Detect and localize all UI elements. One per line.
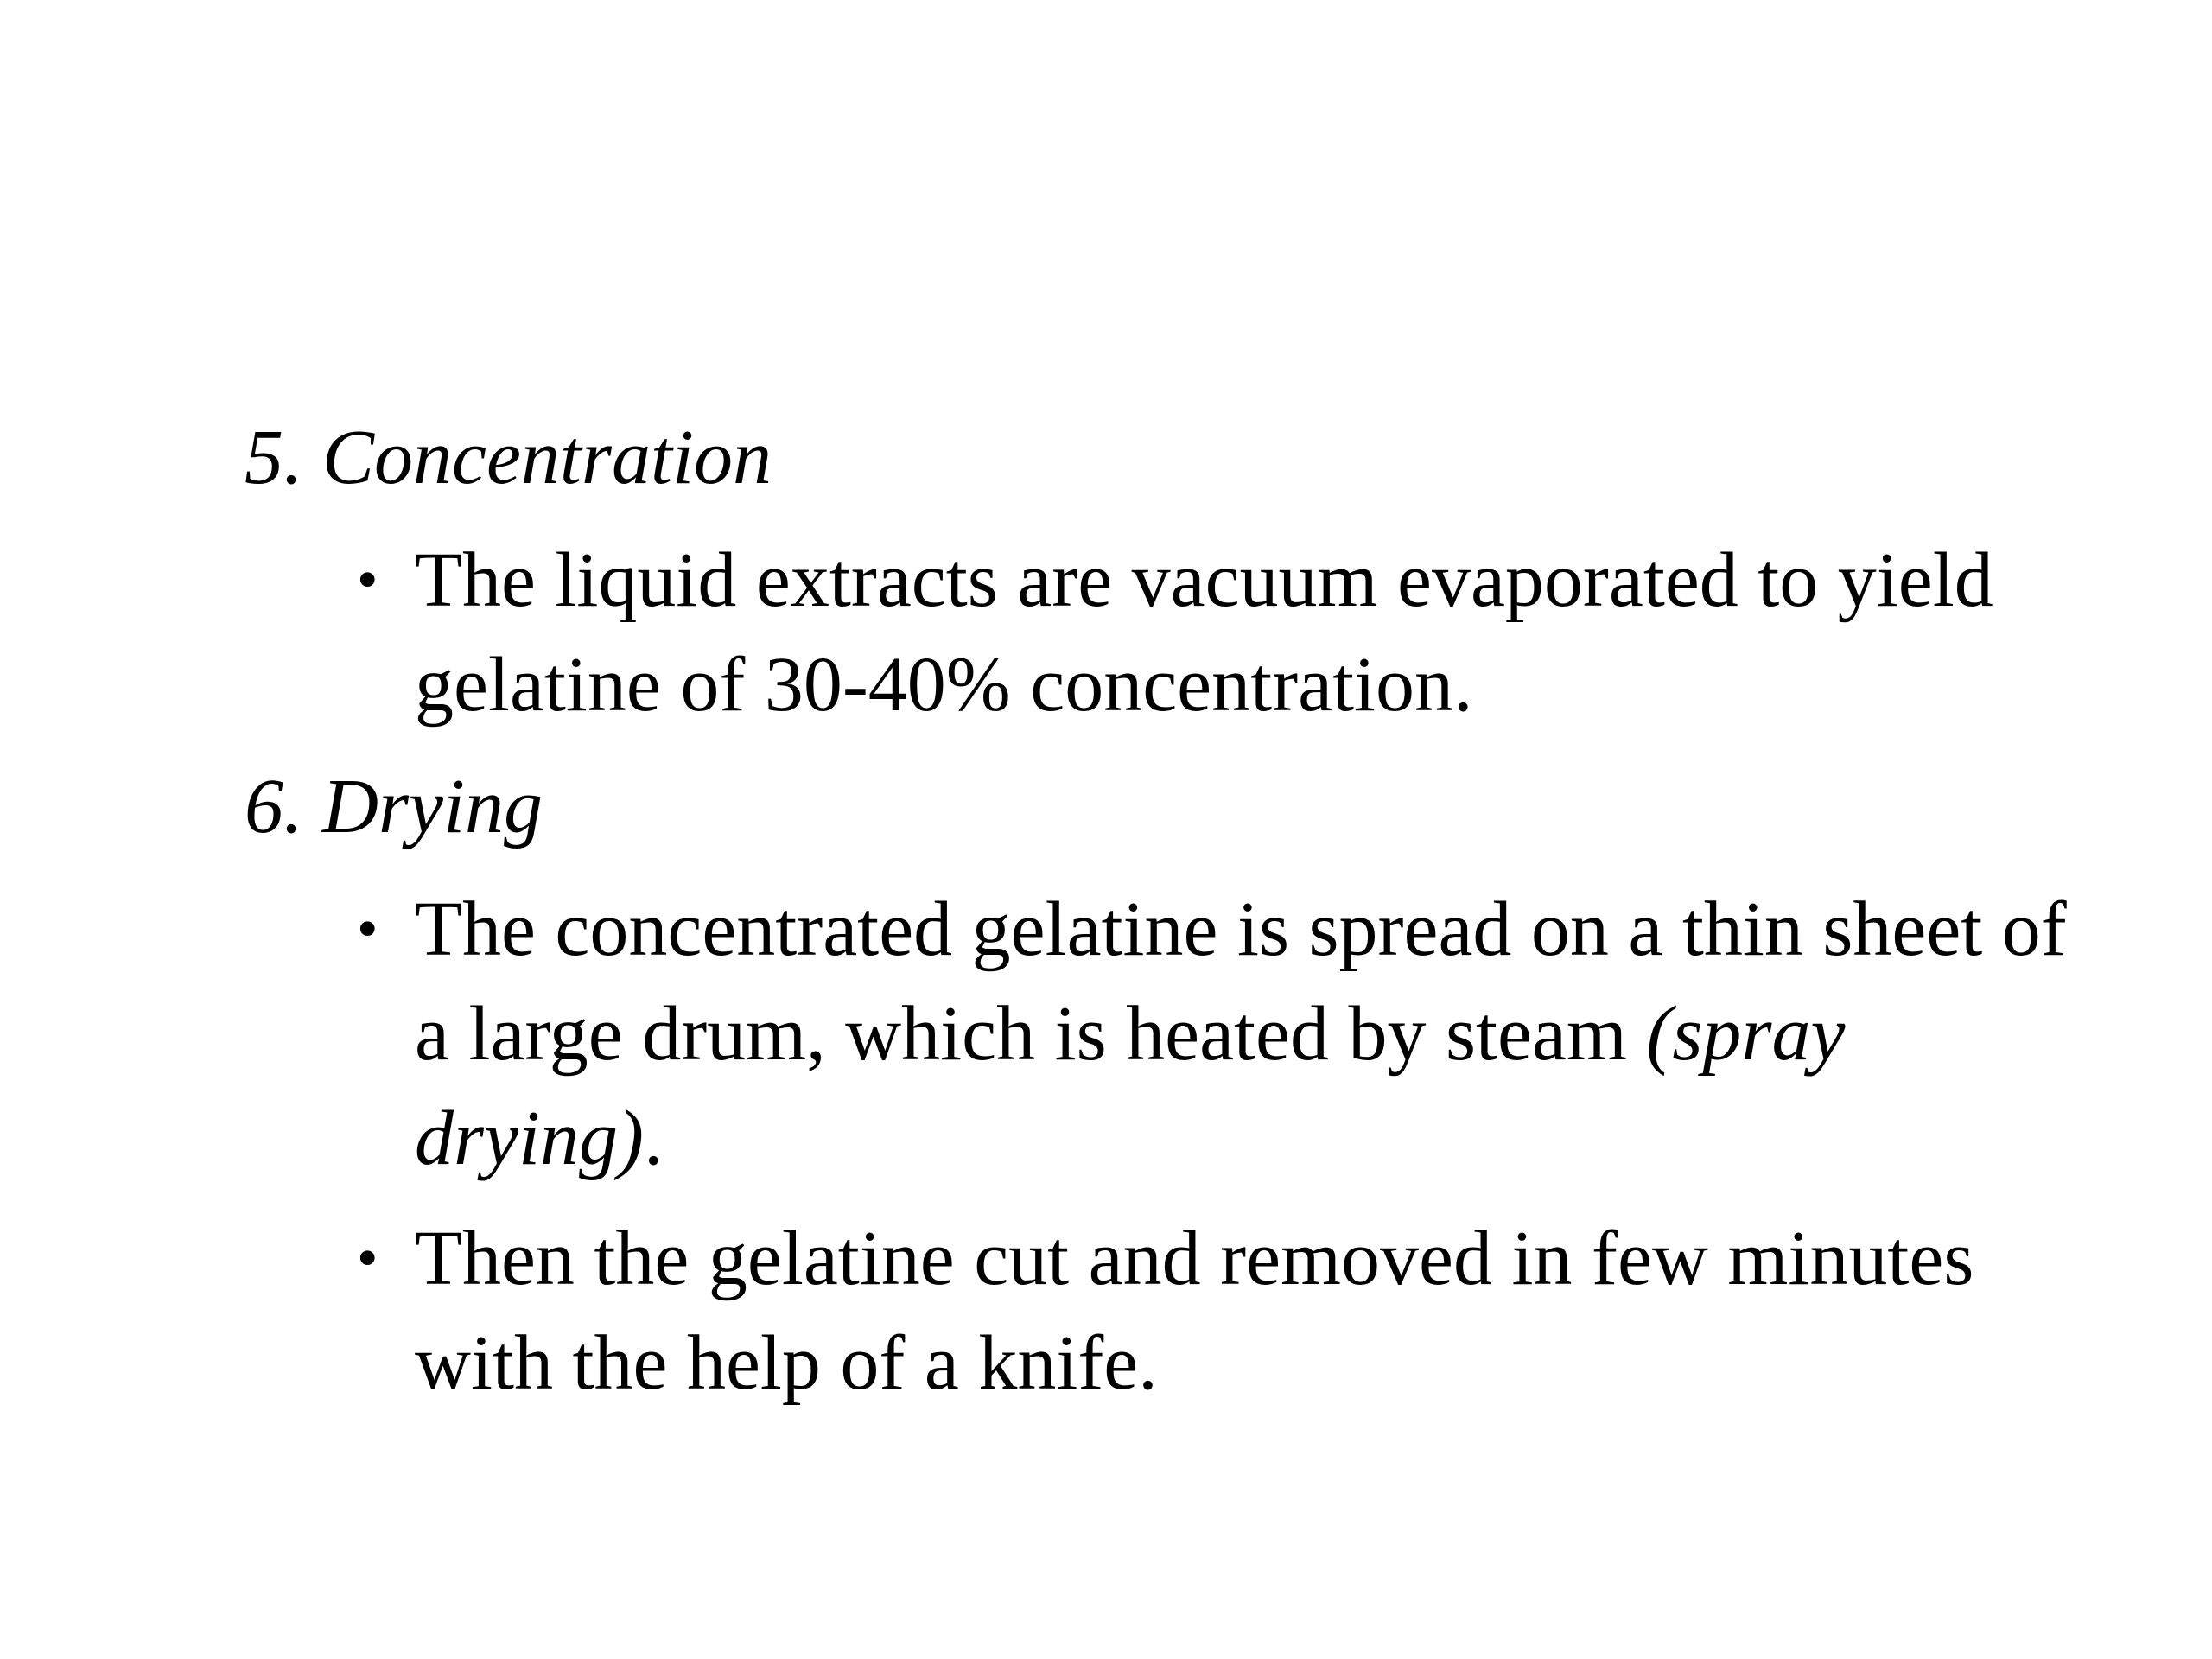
bullet-item (245, 1206, 2085, 1415)
bullet-icon: • (357, 1225, 378, 1292)
concentration-bullet-list (245, 528, 2085, 737)
drying-bullet-list (245, 877, 2085, 1415)
bullet-text: The concentrated gelatine is spread on a thin sheet of a large drum, which is heated by steam (415, 887, 2067, 1077)
section-heading-concentration: 5. Concentration (245, 415, 772, 500)
bullet-icon: • (357, 547, 378, 613)
bullet-italic-term: (spray drying) (415, 991, 1846, 1181)
bullet-text-end: . (643, 1096, 664, 1181)
bullet-icon: • (357, 896, 378, 963)
bullet-text: The liquid extracts are vacuum evaporated to yield gelatine of 30-40% concentration. (415, 537, 1993, 728)
bullet-item (245, 877, 2085, 1191)
bullet-item (245, 528, 2085, 737)
bullet-text: Then the gelatine cut and removed in few minutes with the help of a knife. (415, 1216, 1974, 1406)
section-heading-drying: 6. Drying (245, 764, 543, 849)
slide-body (245, 406, 2085, 1433)
